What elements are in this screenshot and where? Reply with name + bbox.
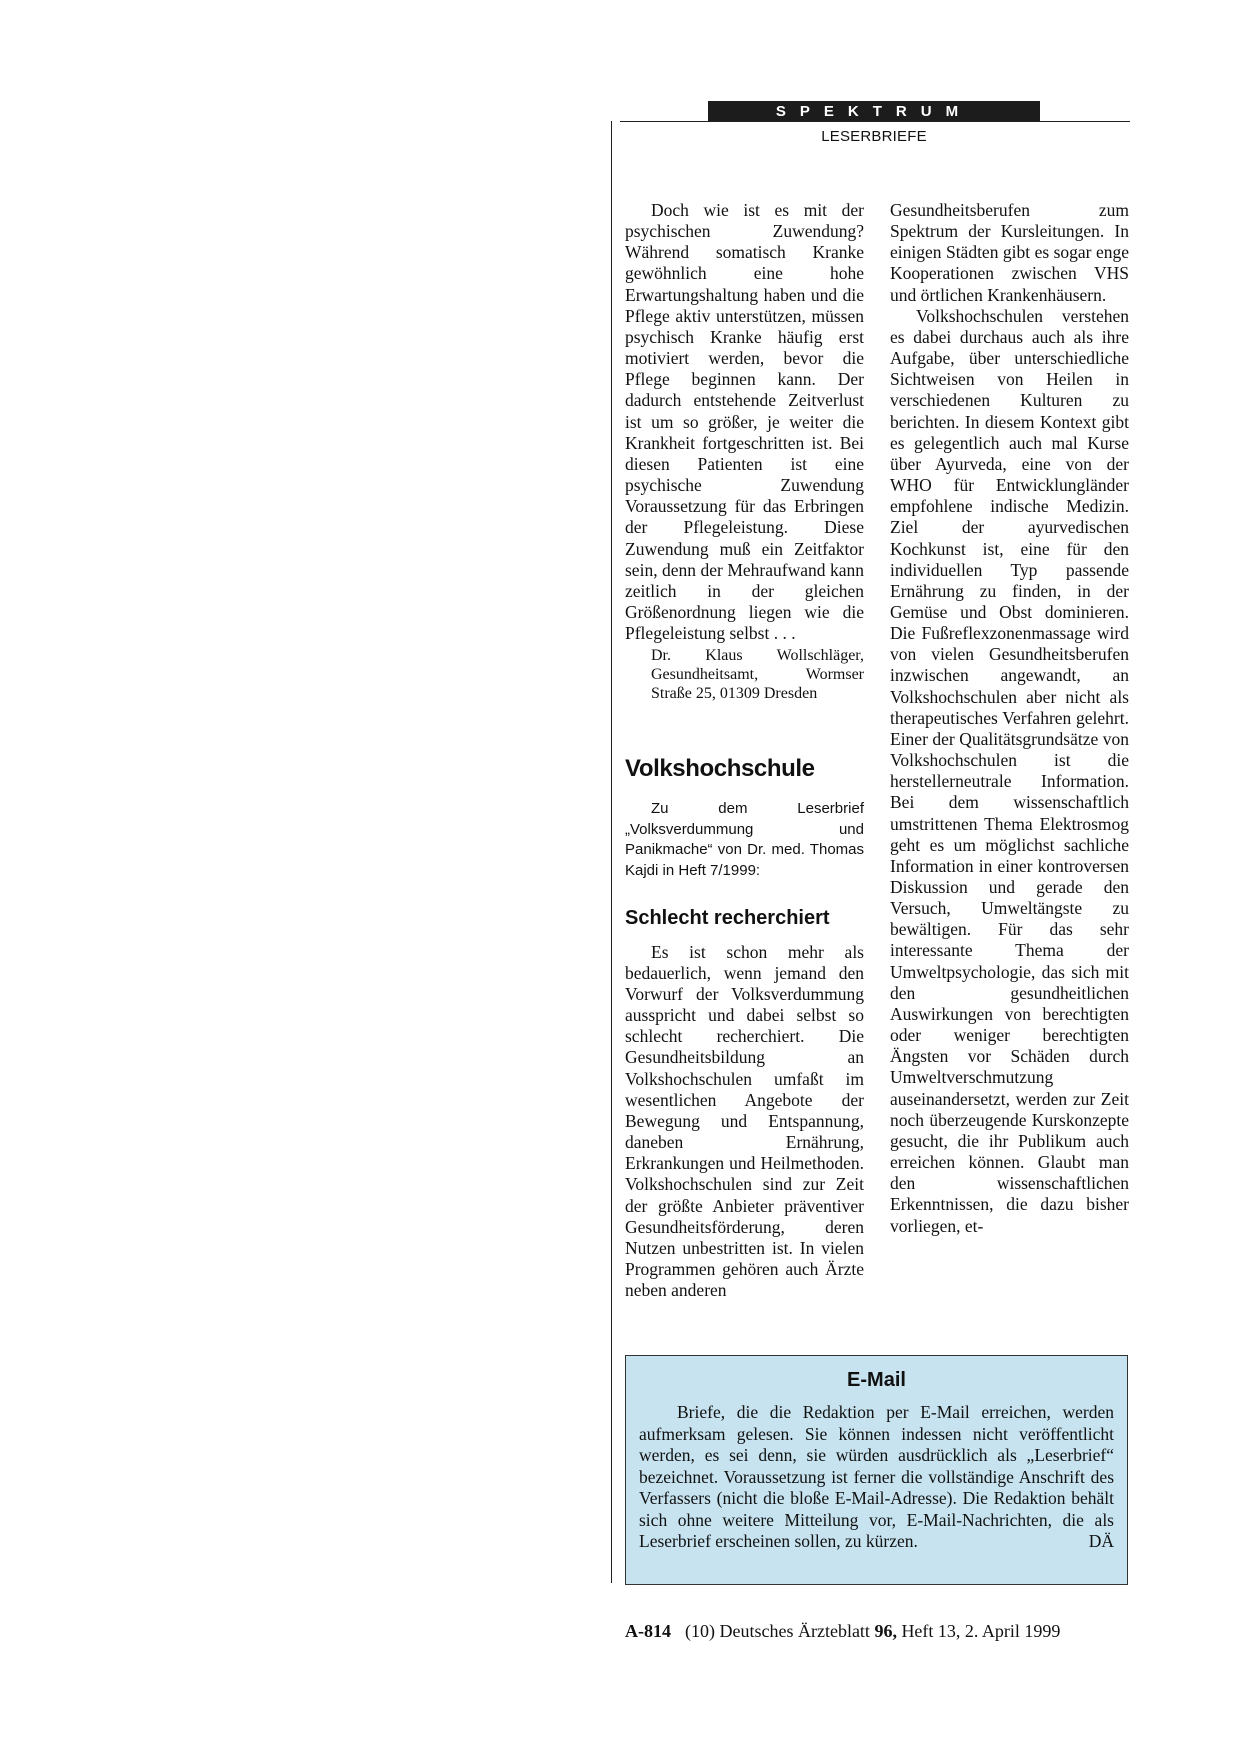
letter-paragraph: Es ist schon mehr als bedauerlich, wenn jemand den Vorwurf der Volksverdummung ausspricht und dabei selbst so schlecht recherchiert. Die Gesundheitsbildung an Volkshochschulen umfaßt im wesentlichen Angebote der Bewegung und Entspannung, daneben Ernährung, Erkrankungen und Heilmethoden. Volkshochschulen sind zur Zeit der größte Anbieter präventiver Gesundheitsförderung, deren Nutzen unbestritten ist. In vielen Programmen gehören auch Ärzte neben anderen: [625, 941, 864, 1301]
letter-paragraph: Doch wie ist es mit der psychischen Zuwendung? Während somatisch Kranke gewöhnlich eine hohe Erwartungshaltung haben und die Pflege aktiv unterstützen, müssen psychisch Kranke häufig erst motiviert werden, bevor die Pflege beginnen kann. Der dadurch entstehende Zeitverlust ist um so größer, je weiter die Krankheit fortgeschritten ist. Bei diesen Patienten ist eine psychische Zuwendung Voraussetzung für das Erbringen der Pflegeleistung. Diese Zuwendung muß ein Zeitfaktor sein, denn der Mehraufwand kann zeitlich in der gleichen Größenordnung liegen wie die Pflegeleistung selbst . . .: [625, 200, 864, 644]
page-number: A-814: [625, 1621, 671, 1641]
section-label: LESERBRIEFE: [821, 128, 927, 145]
intro-note: Zu dem Leserbrief „Volksverdummung und Panikmache“ von Dr. med. Thomas Kajdi in Heft 7/1999:: [625, 800, 864, 880]
email-box-text: Briefe, die die Redaktion per E-Mail erreichen, werden aufmerksam gelesen. Sie können indessen nicht veröffentlicht werden, es sei denn, sie würden ausdrücklich als „Leserbrief“ bezeichnet. Voraussetzung ist ferner die vollständige Anschrift des Verfassers (nicht die bloße E-Mail-Adresse). Die Redaktion behält sich ohne weitere Mitteilung vor, E-Mail-Nachrichten, die als Leserbrief erscheinen sollen, zu kürzen.: [639, 1402, 1114, 1551]
email-box-title: E-Mail: [847, 1369, 906, 1391]
footer-publication: (10) Deutsches Ärzteblatt: [685, 1621, 875, 1641]
column-divider: [611, 121, 612, 1583]
spektrum-banner: SPEKTRUM: [708, 101, 1040, 121]
email-info-box: [625, 1355, 1128, 1585]
right-column: [890, 200, 1129, 1237]
letter-paragraph: Volkshochschulen verstehen es dabei durchaus auch als ihre Aufgabe, über unterschiedliche Sichtweisen von Heilen in verschiedenen Kulturen zu berichten. In diesem Kontext gibt es gelegentlich auch mal Kurse über Ayurveda, eine von der WHO für Entwicklungländer empfohlene indische Medizin. Ziel der ayurvedischen Kochkunst ist, eine für den individuellen Typ passende Ernährung zu finden, in der Gemüse und Obst dominieren. Die Fußreflexzonenmassage wird von vielen Gesundheitsberufen inzwischen angewandt, an Volkshochschulen aber nicht als therapeutisches Verfahren gelehrt. Einer der Qualitätsgrundsätze von Volkshochschulen ist die herstellerneutrale Information. Bei dem wissenschaftlich umstrittenen Thema Elektrosmog geht es um möglichst sachliche Information in einer kontroversen Diskussion und gerade den Versuch, Umweltängste zu bewältigen. Für das sehr interessante Thema der Umweltpsychologie, das sich mit den gesundheitlichen Auswirkungen von berechtigten oder weniger berechtigten Ängsten vor Schäden durch Umweltverschmutzung auseinandersetzt, werden zur Zeit noch überzeugende Kurskonzepte gesucht, die ihr Publikum auch erreichen können. Glaubt man den wissenschaftlichen Erkenntnissen, die dazu bisher vorliegen, et-: [890, 305, 1129, 1236]
letter-signature: Dr. Klaus Wollschläger, Gesundheitsamt, Wormser Straße 25, 01309 Dresden: [651, 647, 864, 703]
article-heading: Volkshochschule: [625, 755, 815, 783]
header-rule: [620, 121, 1130, 122]
footer-volume: 96,: [874, 1621, 897, 1641]
letter-paragraph: Gesundheitsberufen zum Spektrum der Kursleitungen. In einigen Städten gibt es sogar enge Kooperationen zwischen VHS und örtlichen Krankenhäusern.: [890, 200, 1129, 305]
page-footer: [625, 1621, 1060, 1642]
letter-subheading: Schlecht recherchiert: [625, 906, 830, 929]
left-column: [625, 200, 864, 1301]
footer-issue: Heft 13, 2. April 1999: [896, 1621, 1061, 1641]
email-box-signature: DÄ: [1088, 1531, 1114, 1551]
email-box-body: [639, 1402, 1114, 1553]
